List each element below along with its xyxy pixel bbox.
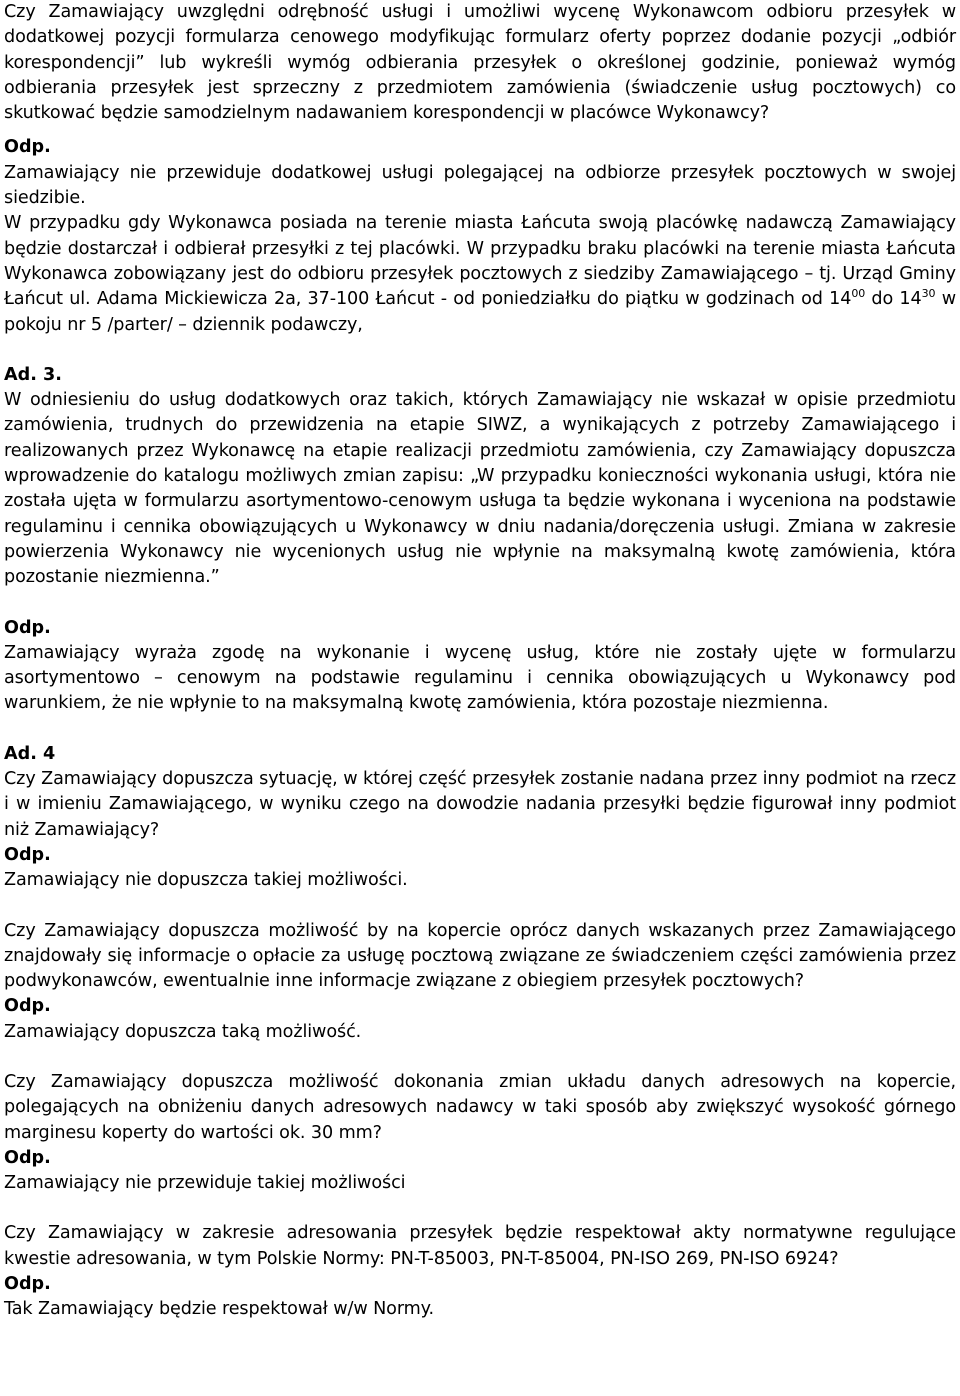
- hour-to-minutes: 30: [921, 287, 936, 301]
- answer-paragraph: Zamawiający nie dopuszcza takiej możliwości.: [4, 870, 408, 891]
- answer-label: Odp.: [4, 996, 51, 1017]
- question-paragraph: W odniesieniu do usług dodatkowych oraz takich, których Zamawiający nie wskazał w opisie przedmiotu zamówienia, trudnych do przewidzenia na etapie SIWZ, a wynikających z potrzeby Zamawiającego i realizowanych przez Wykonawcę na etapie realizacji przedmiotu zamówienia, czy Zamawiający dopuszcza wprowadzenie do katalogu możliwych zmian zapisu: „W przypadku konieczności wykonania usługi, która nie została ujęta w formularzu asortymentowo-cenowym usługa ta będzie wykonana i wyceniona na podstawie regulaminu i cennika obowiązujących u Wykonawcy w dniu nadania/doręczenia usługi. Zmiana w zakresie powierzenia Wykonawcy nie wycenionych usług nie wpłynie na maksymalną kwotę zamówienia, która pozostanie niezmienna.”: [4, 390, 956, 588]
- question-paragraph: Czy Zamawiający dopuszcza możliwość dokonania zmian układu danych adresowych na kopercie, polegających na obniżeniu danych adresowych nadawcy w taki sposób aby zwiększyć wysokość górnego marginesu koperty do wartości ok. 30 mm?: [4, 1071, 956, 1143]
- answer-paragraph: Zamawiający nie przewiduje dodatkowej usługi polegającej na odbiorze przesyłek pocztowych w swojej siedzibie.: [4, 162, 956, 209]
- answer-paragraph: Zamawiający nie przewiduje takiej możliwości: [4, 1173, 406, 1194]
- answer-text: do 14: [865, 289, 922, 310]
- answer-label: Odp.: [4, 844, 51, 865]
- question-paragraph: Czy Zamawiający w zakresie adresowania przesyłek będzie respektował akty normatywne regulujące kwestie adresowania, w tym Polskie Normy: PN-T-85003, PN-T-85004, PN-ISO 269, PN-ISO 6924?: [4, 1223, 956, 1269]
- section-heading-ad3: Ad. 3.: [4, 364, 62, 385]
- answer-paragraph: Zamawiający dopuszcza taką możliwość.: [4, 1021, 362, 1042]
- answer-label: Odp.: [4, 1147, 51, 1168]
- question-paragraph: Czy Zamawiający dopuszcza sytuację, w której część przesyłek zostanie nadana przez inny podmiot na rzecz i w imieniu Zamawiającego, w wyniku czego na dowodzie nadania przesyłki będzie figurował inny podmiot niż Zamawiający?: [4, 769, 956, 840]
- hour-from-minutes: 00: [851, 287, 866, 301]
- answer-paragraph: Zamawiający wyraża zgodę na wykonanie i wycenę usług, które nie zostały ujęte w formularzu asortymentowo – cenowym na podstawie regulaminu i cennika obowiązujących u Wykonawcy pod warunkiem, że nie wpłynie to na maksymalną kwotę zamówienia, która pozostaje niezmienna.: [4, 642, 956, 714]
- answer-text: w pokoju nr 5 /parter/ – dziennik podawczy,: [4, 289, 957, 335]
- question-paragraph: Czy Zamawiający dopuszcza możliwość by na kopercie oprócz danych wskazanych przez Zamawiającego znajdowały się informacje o opłacie za usługę pocztową związane ze świadczeniem części zamówienia przez podwykonawców, ewentualnie inne informacje związane z obiegiem przesyłek pocztowych?: [4, 920, 956, 992]
- question-paragraph: Czy Zamawiający uwzględni odrębność usługi i umożliwi wycenę Wykonawcom odbioru przesyłek w dodatkowej pozycji formularza cenowego modyfikując formularz oferty poprzez dodanie pozycji „odbiór korespondencji” lub wykreśli wymóg odbierania przesyłek o określonej godzinie, ponieważ wymóg odbierania przesyłek jest sprzeczny z przedmiotem zamówienia (świadczenie usług pocztowych) co skutkować będzie samodzielnym nadawaniem korespondencji w placówce Wykonawcy?: [4, 2, 956, 124]
- answer-label: Odp.: [4, 1274, 51, 1295]
- answer-label: Odp.: [4, 617, 51, 638]
- answer-paragraph: Tak Zamawiający będzie respektował w/w Normy.: [4, 1299, 434, 1320]
- answer-paragraph-hours: [4, 211, 956, 337]
- answer-text: W przypadku gdy Wykonawca posiada na terenie miasta Łańcuta swoją placówkę nadawczą Zamawiający będzie dostarczał i odbierał przesyłki z tej placówki. W przypadku braku placówki na terenie miasta Łańcuta Wykonawca zobowiązany jest do odbioru przesyłek pocztowych z siedziby Zamawiającego – tj. Urząd Gminy Łańcut ul. Adama Mickiewicza 2a, 37-100 Łańcut - od poniedziałku do piątku w godzinach od 14: [4, 213, 956, 310]
- section-heading-ad4: Ad. 4: [4, 743, 56, 764]
- answer-label: Odp.: [4, 137, 51, 158]
